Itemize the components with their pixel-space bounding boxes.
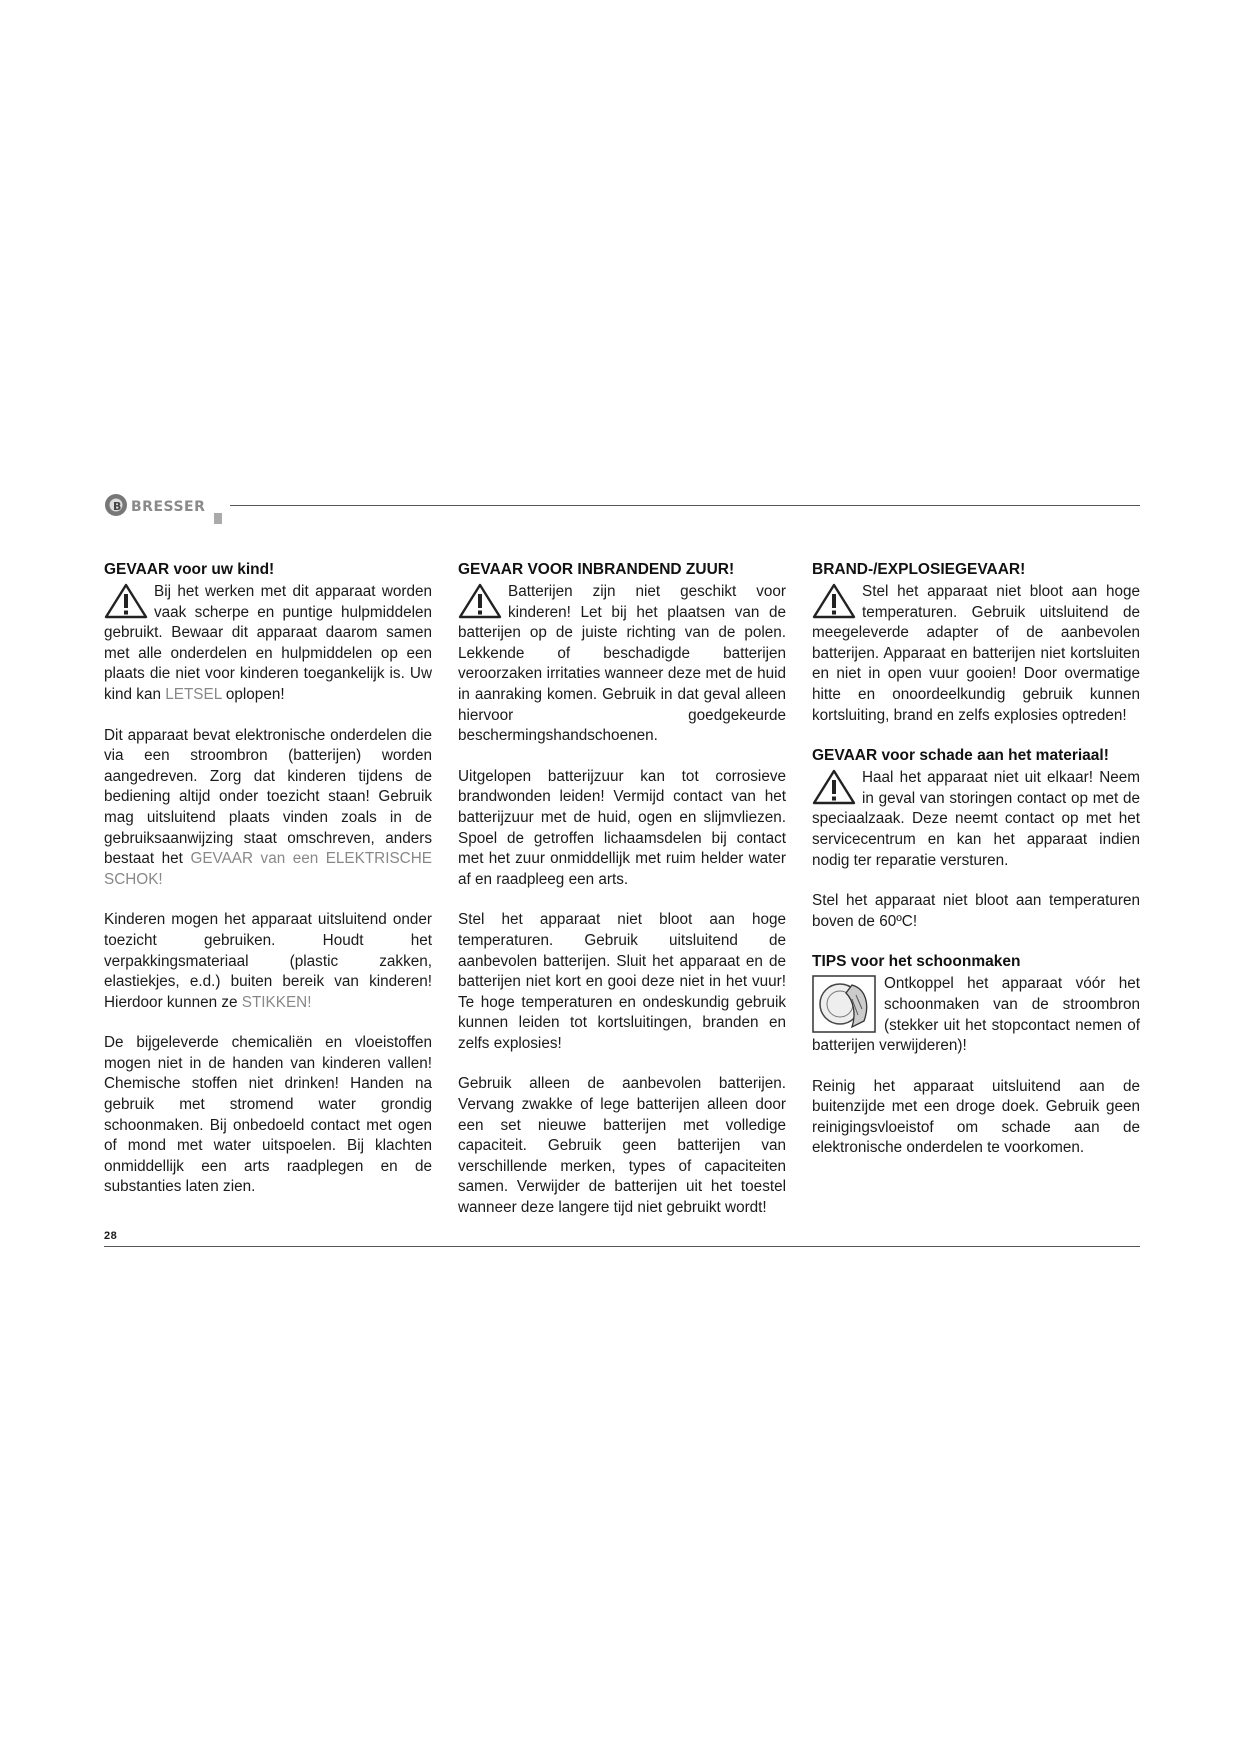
paragraph: Stel het apparaat niet bloot aan hoge temperaturen. Gebruik uitsluitend de meegeleverde adapter of de aanbevolen batterijen. Apparaat en batterijen niet kortsluiten en niet in open vuur gooien! Door overmatige hitte en onoordeelkundig gebruik kunnen kortsluiting, brand en zelfs explosies optreden! xyxy=(812,583,1140,724)
section-title: TIPS voor het schoonmaken xyxy=(812,953,1021,971)
paragraph: Gebruik alleen de aanbevolen batterijen. Vervang zwakke of lege batterijen alleen door een set nieuwe batterijen met volledige capaciteit. Gebruik geen batterijen van verschillende merken, types of capaciteiten samen. Verwijder de batterijen uit het toestel wanneer deze langere tijd niet gebruikt wordt! xyxy=(458,1075,786,1217)
column-child-danger xyxy=(104,560,432,1218)
section-title: GEVAAR voor schade aan het materiaal! xyxy=(812,747,1109,765)
warning-icon xyxy=(104,583,148,619)
paragraph: Kinderen mogen het apparaat uitsluitend onder toezicht gebruiken. Houdt het verpakkingsmateriaal (plastic zakken, elastiekjes, e.d.) buiten bereik van kinderen! Hierdoor kunnen ze STIKKEN! xyxy=(104,911,432,1011)
paragraph: Bij het werken met dit apparaat worden vaak scherpe en puntige hulpmiddelen gebruikt. Bewaar dit apparaat daarom samen met alle onderdelen en hulpmiddelen op een plaats die niet voor kinderen toegankelijk is. Uw kind kan LETSEL oplopen! xyxy=(104,583,432,703)
paragraph: Dit apparaat bevat elektronische onderdelen die via een stroombron (batterijen) worden aangedreven. Zorg dat kinderen tijdens de bediening altijd onder toezicht staan! Gebruik mag uitsluitend plaats vinden zoals in de gebruiksaanwijzing staat omschreven, anders bestaat het GEVAAR van een ELEKTRISCHE SCHOK! xyxy=(104,726,432,888)
paragraph: Uitgelopen batterijzuur kan tot corrosieve brandwonden leiden! Vermijd contact van het batterijzuur met de huid, ogen en slijmvliezen. Spoel de getroffen lichaamsdelen bij contact met het zuur onmiddellijk met ruim helder water af en raadpleeg een arts. xyxy=(458,767,786,888)
warning-icon xyxy=(812,583,856,619)
danger-keyword: STIKKEN! xyxy=(241,993,312,1011)
danger-keyword: GEVAAR van een ELEKTRISCHE SCHOK! xyxy=(104,850,432,888)
section-title: BRAND-/EXPLOSIEGEVAAR! xyxy=(812,561,1026,578)
paragraph: Reinig het apparaat uitsluitend aan de buitenzijde met een droge doek. Gebruik geen reinigingsvloeistof om schade aan de elektronische onderdelen te voorkomen. xyxy=(812,1077,1140,1157)
svg-text:B: B xyxy=(113,500,122,513)
paragraph: Ontkoppel het apparaat vóór het schoonmaken van de stroombron (stekker uit het stopcontact nemen of batterijen verwijderen)! xyxy=(812,975,1140,1055)
section-title: GEVAAR voor uw kind! xyxy=(104,561,275,578)
paragraph: Haal het apparaat niet uit elkaar! Neem in geval van storingen contact op met de speciaalzaak. Deze neemt contact op met het servicecentrum en kan het apparaat indien nodig ter reparatie versturen. xyxy=(812,769,1140,869)
column-acid-danger xyxy=(458,560,786,1239)
content-columns xyxy=(104,560,1140,1220)
section-title: GEVAAR VOOR INBRANDEND ZUUR! xyxy=(458,561,735,578)
warning-icon xyxy=(812,769,856,805)
page-header xyxy=(104,490,1140,530)
page-number: 28 xyxy=(104,1230,118,1242)
paragraph: Batterijen zijn niet geschikt voor kinderen! Let bij het plaatsen van de batterijen op de juiste richting van de polen. Lekkende of beschadigde batterijen veroorzaken irritaties wanneer deze met de huid in aanraking komen. Gebruik in dat geval alleen hiervoor goedgekeurde beschermingshandschoenen. xyxy=(458,583,786,745)
header-rule xyxy=(230,505,1140,506)
warning-icon xyxy=(458,583,502,619)
bresser-logo xyxy=(104,490,240,530)
cleaning-cloth-icon xyxy=(812,975,876,1033)
danger-keyword: LETSEL xyxy=(165,685,222,703)
paragraph: Stel het apparaat niet bloot aan hoge temperaturen. Gebruik uitsluitend de aanbevolen batterijen. Sluit het apparaat en de batterijen niet kort en gooi deze niet in het vuur! Te hoge temperaturen en ondeskundig gebruik kunnen leiden tot kortsluitingen, branden en zelfs explosies! xyxy=(458,911,786,1052)
svg-text:BRESSER: BRESSER xyxy=(131,499,206,515)
footer-rule xyxy=(104,1246,1140,1247)
column-fire-material-cleaning xyxy=(812,560,1140,1179)
paragraph: Stel het apparaat niet bloot aan temperaturen boven de 60ºC! xyxy=(812,892,1140,930)
paragraph: De bijgeleverde chemicaliën en vloeistoffen mogen niet in de handen van kinderen vallen! Chemische stoffen niet drinken! Handen na gebruik met stromend water grondig schoonmaken. Bij onbedoeld contact met ogen of mond met water uitspoelen. Bij klachten onmiddellijk een arts raadplegen en de substanties laten zien. xyxy=(104,1034,432,1196)
